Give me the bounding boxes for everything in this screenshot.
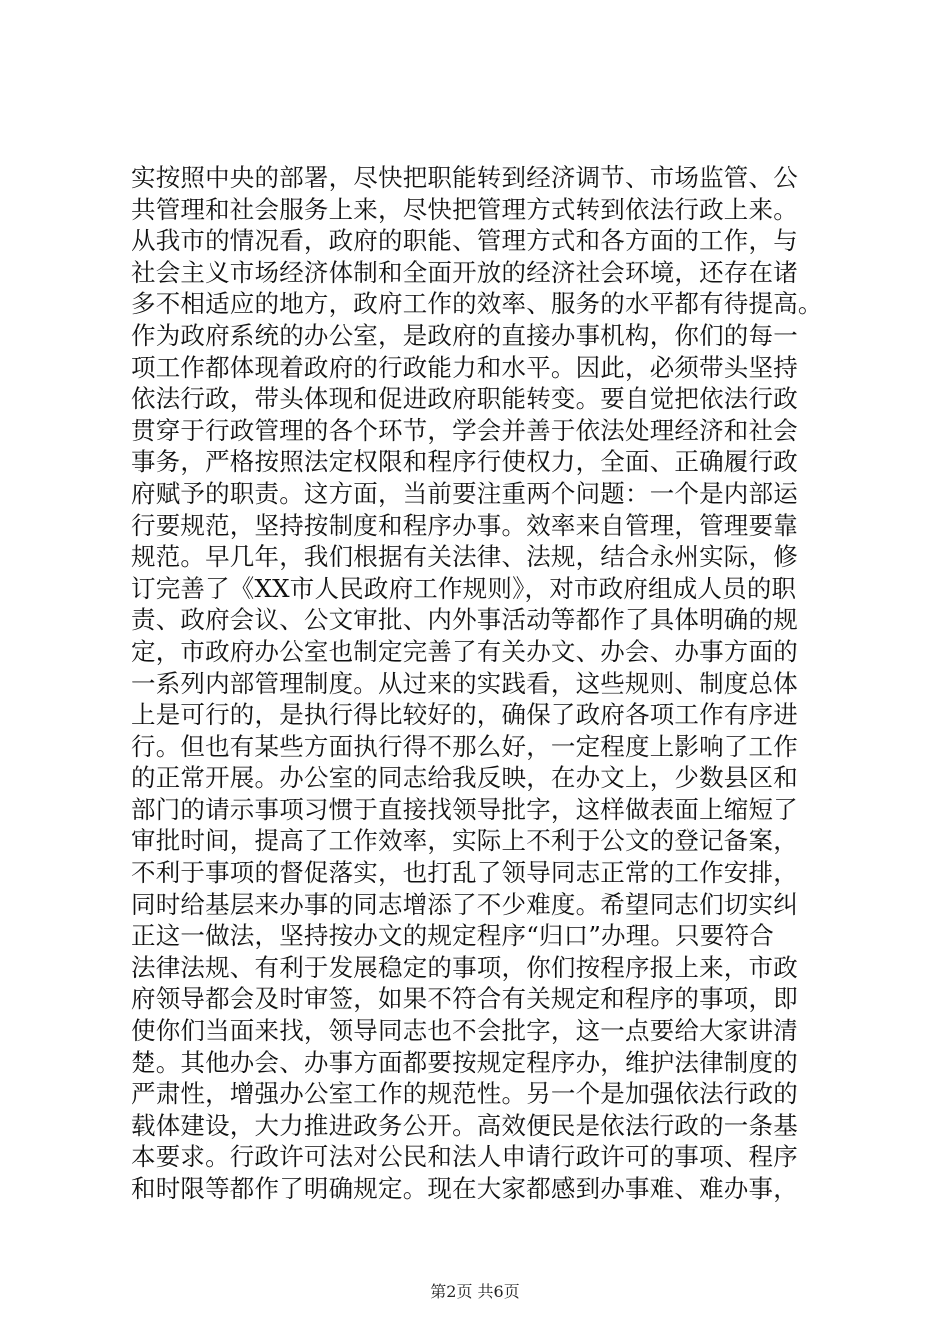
text-line: 规范。早几年，我们根据有关法律、法规，结合永州实际，修 xyxy=(131,542,798,572)
text-line: 行要规范，坚持按制度和程序办事。效率来自管理，管理要靠 xyxy=(131,510,798,540)
text-line: 一系列内部管理制度。从过来的实践看，这些规则、制度总体 xyxy=(131,668,798,698)
text-line: 项工作都体现着政府的行政能力和水平。因此，必须带头坚持 xyxy=(131,352,798,382)
text-line: 社会主义市场经济体制和全面开放的经济社会环境，还存在诸 xyxy=(131,257,798,287)
text-line: 责、政府会议、公文审批、内外事活动等都作了具体明确的规 xyxy=(131,605,798,635)
text-line: 严肃性，增强办公室工作的规范性。另一个是加强依法行政的 xyxy=(131,1079,798,1109)
text-line: 贯穿于行政管理的各个环节，学会并善于依法处理经济和社会 xyxy=(131,415,798,445)
text-line: 和时限等都作了明确规定。现在大家都感到办事难、难办事， xyxy=(131,1174,798,1203)
text-line: 作为政府系统的办公室，是政府的直接办事机构，你们的每一 xyxy=(131,320,798,350)
text-line: 不利于事项的督促落实，也打乱了领导同志正常的工作安排， xyxy=(131,858,798,888)
body-text xyxy=(131,162,851,1205)
text-line: 订完善了《XX市人民政府工作规则》，对市政府组成人员的职 xyxy=(131,573,797,603)
text-line: 行。但也有某些方面执行得不那么好，一定程度上影响了工作 xyxy=(131,731,798,761)
page-number-footer: 第2页 共6页 xyxy=(430,1282,520,1301)
text-line: 依法行政，带头体现和促进政府职能转变。要自觉把依法行政 xyxy=(131,384,798,414)
text-line: 审批时间，提高了工作效率，实际上不利于公文的登记备案， xyxy=(131,826,798,856)
text-line: 定，市政府办公室也制定完善了有关办文、办会、办事方面的 xyxy=(131,636,798,666)
text-line: 载体建设，大力推进政务公开。高效便民是依法行政的一条基 xyxy=(131,1110,798,1140)
text-line: 上是可行的，是执行得比较好的，确保了政府各项工作有序进 xyxy=(131,700,798,730)
text-line: 府领导都会及时审签，如果不符合有关规定和程序的事项，即 xyxy=(131,984,798,1014)
text-line: 共管理和社会服务上来，尽快把管理方式转到依法行政上来。 xyxy=(131,194,798,224)
text-line: 部门的请示事项习惯于直接找领导批字，这样做表面上缩短了 xyxy=(131,794,798,824)
text-line: 法律法规、有利于发展稳定的事项，你们按程序报上来，市政 xyxy=(131,952,798,982)
text-line: 事务，严格按照法定权限和程序行使权力，全面、正确履行政 xyxy=(131,447,798,477)
text-line: 同时给基层来办事的同志增添了不少难度。希望同志们切实纠 xyxy=(131,889,798,919)
text-line: 的正常开展。办公室的同志给我反映，在办文上，少数县区和 xyxy=(131,763,798,793)
text-line: 本要求。行政许可法对公民和法人申请行政许可的事项、程序 xyxy=(131,1142,798,1172)
text-line: 正这一做法，坚持按办文的规定程序“归口”办理。只要符合 xyxy=(131,921,774,951)
text-line: 使你们当面来找，领导同志也不会批字，这一点要给大家讲清 xyxy=(131,1016,798,1046)
text-line: 从我市的情况看，政府的职能、管理方式和各方面的工作，与 xyxy=(131,226,798,256)
text-line: 楚。其他办会、办事方面都要按规定程序办，维护法律制度的 xyxy=(131,1047,798,1077)
text-line: 多不相适应的地方，政府工作的效率、服务的水平都有待提高。 xyxy=(131,289,823,319)
text-line: 府赋予的职责。这方面，当前要注重两个问题：一个是内部运 xyxy=(131,478,798,508)
text-line: 实按照中央的部署，尽快把职能转到经济调节、市场监管、公 xyxy=(131,163,798,192)
